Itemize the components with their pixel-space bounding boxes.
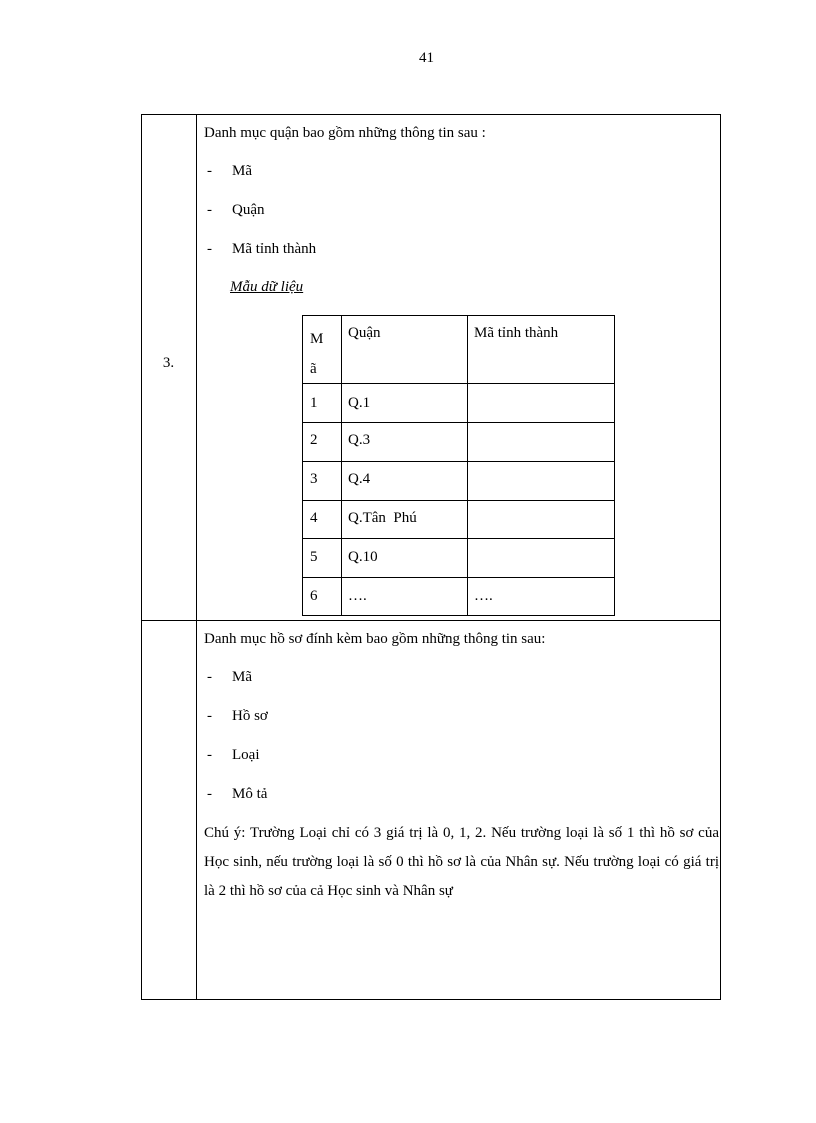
row1-intro: Danh mục quận bao gồm những thông tin sau : <box>204 125 486 141</box>
sample-data-table <box>302 315 615 616</box>
bullet-dash: - <box>207 202 212 218</box>
table-cell: 6 <box>310 588 318 604</box>
note-paragraph: Chú ý: Trường Loại chỉ có 3 giá trị là 0, 1, 2. Nếu trường loại là số 1 thì hồ sơ của Học sinh, nếu trường loại là số 0 thì hồ sơ là của Nhân sự. Nếu trường loại có giá trị là 2 thì hồ sơ của cả Học sinh và Nhân sự <box>204 825 719 899</box>
table-cell: 4 <box>310 510 318 526</box>
bullet-dash: - <box>207 163 212 179</box>
field-item: Hồ sơ <box>232 708 268 724</box>
field-item: Loại <box>232 747 260 763</box>
field-item: Mã <box>232 163 252 179</box>
table-row-divider <box>302 422 615 423</box>
table-header-quan: Quận <box>348 325 381 341</box>
field-item: Quận <box>232 202 265 218</box>
table-row-divider <box>302 538 615 539</box>
table-cell: Q.Tân Phú <box>348 510 417 526</box>
table-row-divider <box>302 500 615 501</box>
table-cell: 5 <box>310 549 318 565</box>
table-row-divider <box>302 383 615 384</box>
table-header-ma: M ã <box>310 331 324 377</box>
bullet-dash: - <box>207 708 212 724</box>
page-number: 41 <box>419 50 434 66</box>
field-item: Mô tả <box>232 786 268 802</box>
table-row-divider <box>302 577 615 578</box>
bullet-dash: - <box>207 669 212 685</box>
table-header-ma-tinh-thanh: Mã tỉnh thành <box>474 325 559 341</box>
table-cell: …. <box>474 588 493 604</box>
table-column-divider <box>467 315 468 616</box>
table-cell: Q.4 <box>348 471 371 487</box>
table-cell: 1 <box>310 395 318 411</box>
table-cell: 3 <box>310 471 318 487</box>
bullet-dash: - <box>207 241 212 257</box>
table-cell: …. <box>348 588 367 604</box>
field-item: Mã tỉnh thành <box>232 241 317 257</box>
table-cell: 2 <box>310 432 318 448</box>
column-divider <box>196 114 197 1000</box>
sample-data-caption: Mẫu dữ liệu <box>230 279 304 295</box>
row-number: 3. <box>162 355 175 371</box>
bullet-dash: - <box>207 747 212 763</box>
table-column-divider <box>341 315 342 616</box>
field-item: Mã <box>232 669 252 685</box>
table-row-divider <box>302 461 615 462</box>
bullet-dash: - <box>207 786 212 802</box>
table-cell: Q.3 <box>348 432 371 448</box>
table-cell: Q.10 <box>348 549 378 565</box>
row-divider <box>141 620 721 621</box>
row2-intro: Danh mục hồ sơ đính kèm bao gồm những thông tin sau: <box>204 631 546 647</box>
table-cell: Q.1 <box>348 395 371 411</box>
